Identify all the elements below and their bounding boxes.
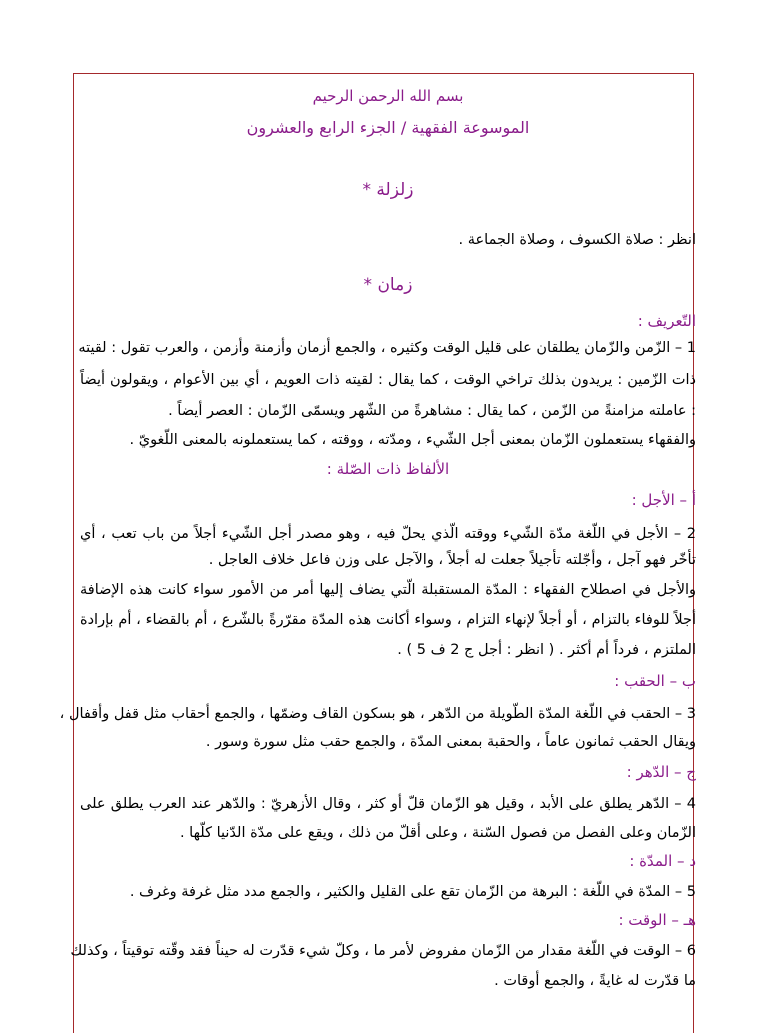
paragraph-line: الملتزم ، فرداً أم أكثر . ( انظر : أجل ج 2 ف 5 ) . bbox=[397, 642, 696, 658]
paragraph-line: أجلاً للوفاء بالتزام ، أو أجلاً لإنهاء التزام ، وسواء أكانت هذه المدّة مقرّرةً بالشّرع ، أم بالقضاء ، أم بإرادة bbox=[80, 612, 696, 628]
entry-text-zalzala: انظر : صلاة الكسوف ، وصلاة الجماعة . bbox=[458, 232, 696, 248]
section-heading-mudda: د – المدّة : bbox=[629, 852, 696, 870]
definition-heading: التّعريف : bbox=[637, 312, 696, 330]
bismillah: بسم الله الرحمن الرحيم bbox=[312, 87, 464, 105]
section-heading-waqt: هـ – الوقت : bbox=[618, 911, 696, 929]
paragraph-line: : عاملته مزامنةً من الزّمن ، كما يقال : مشاهرةً من الشّهر ويسمّى الزّمان : العصر أيضاً . bbox=[168, 403, 696, 419]
paragraph-line: ويقال الحقب ثمانون عاماً ، والحقبة بمعنى المدّة ، والجمع حقب مثل سورة وسور . bbox=[205, 734, 696, 750]
paragraph-line: والأجل في اصطلاح الفقهاء : المدّة المستقبلة الّتي يضاف إليها أمر من الأمور سواء كانت هذه الإضافة bbox=[80, 582, 696, 598]
paragraph-line: ما قدّرت له غايةً ، والجمع أوقات . bbox=[494, 973, 696, 989]
paragraph-line: 1 – الزّمن والزّمان يطلقان على قليل الوقت وكثيره ، والجمع أزمان وأزمنة وأزمن ، والعرب تقول : لقيته bbox=[78, 340, 696, 356]
source-title: الموسوعة الفقهية / الجزء الرابع والعشرون bbox=[246, 118, 530, 137]
entry-title-zaman: زمان * bbox=[363, 275, 413, 295]
paragraph-line: 2 – الأجل في اللّغة مدّة الشّيء ووقته الّذي يحلّ فيه ، وهو مصدر أجل الشّيء أجلاً من باب تعب ، أي bbox=[80, 526, 696, 542]
section-heading-dahr: ج – الدّهر : bbox=[626, 763, 696, 781]
paragraph-line: والفقهاء يستعملون الزّمان بمعنى أجل الشّيء ، ومدّته ، ووقته ، كما يستعملونه بالمعنى اللّغويّ . bbox=[129, 432, 696, 448]
section-heading-ajal: أ – الأجل : bbox=[631, 491, 696, 509]
paragraph-line: 6 – الوقت في اللّغة مقدار من الزّمان مفروض لأمر ما ، وكلّ شيء قدّرت له حيناً فقد وقّته توقيتاً ، وكذلك bbox=[70, 943, 696, 959]
paragraph-line: الزّمان وعلى الفصل من فصول السّنة ، وعلى أقلّ من ذلك ، ويقع على مدّة الدّنيا كلّها . bbox=[179, 825, 696, 841]
entry-title-zalzala: زلزلة * bbox=[362, 180, 414, 200]
paragraph-line: تأخّر فهو آجل ، وأجّلته تأجيلاً جعلت له أجلاً ، والآجل على وزن فاعل خلاف العاجل . bbox=[208, 552, 696, 568]
paragraph-line: ذات الزّمين : يريدون بذلك تراخي الوقت ، كما يقال : لقيته ذات العويم ، أي بين الأعوام ، ويقولون أيضاً bbox=[80, 372, 696, 388]
related-terms-heading: الألفاظ ذات الصّلة : bbox=[326, 460, 450, 478]
section-heading-haqab: ب – الحقب : bbox=[614, 672, 696, 690]
paragraph-line: 3 – الحقب في اللّغة المدّة الطّويلة من الدّهر ، هو بسكون القاف وضمّها ، والجمع أحقاب مثل قفل وأقفال ، bbox=[59, 706, 696, 722]
paragraph-line: 5 – المدّة في اللّغة : البرهة من الزّمان تقع على القليل والكثير ، والجمع مدد مثل غرفة وغرف . bbox=[129, 884, 696, 900]
paragraph-line: 4 – الدّهر يطلق على الأبد ، وقيل هو الزّمان قلّ أو كثر ، وقال الأزهريّ : والدّهر عند العرب يطلق على bbox=[80, 796, 696, 812]
